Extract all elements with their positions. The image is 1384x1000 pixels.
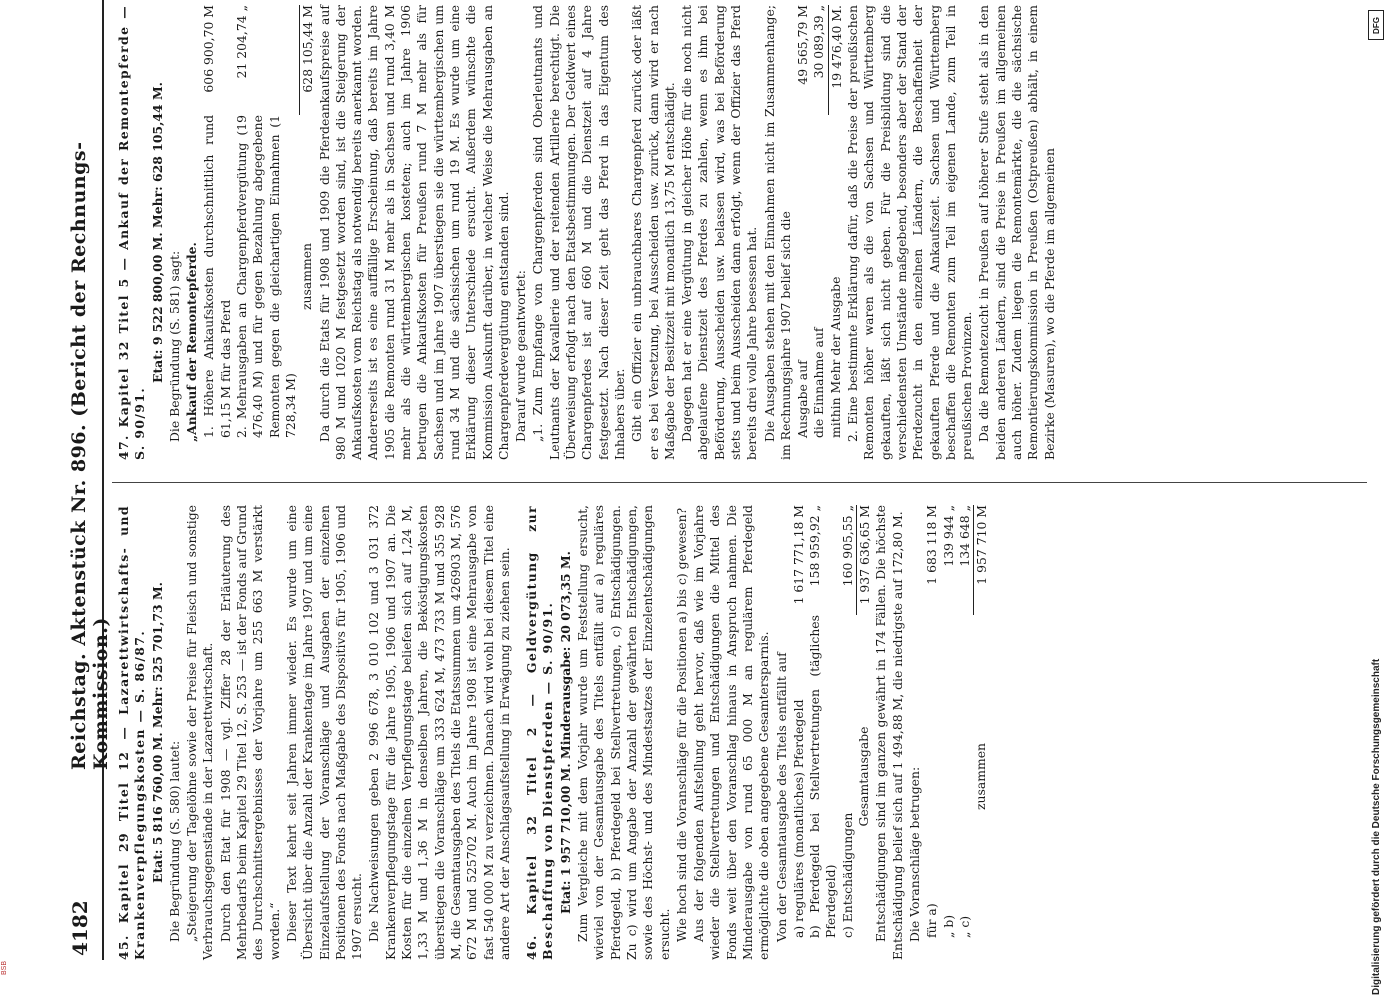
section-47-paragraph: Die Ausgaben stehen mit den Einnahmen nicht im Zusammenhange; im Rechnungsjahre 1907 belief sich die — [761, 5, 793, 460]
row-value: 21 204,74 „ — [234, 5, 250, 79]
row-label: die Einnahme auf — [811, 327, 827, 438]
section-47-paragraph: „1. Zum Empfange von Chargenpferden sind Oberleutnants und Leutnants der Kavallerie und der reitenden Artillerie berechtigt. Die Überweisung erfolgt nach den Etatsbestimmungen. Der Geldwert eines Chargenpferdes ist auf 660 M und die Dienstzeit auf 4 Jahre festgesetzt. Nach dieser Zeit geht das Pferd in das Eigentum des Inhabers über. — [530, 5, 627, 460]
dfg-logo — [1368, 10, 1384, 40]
row-label: Ausgabe auf — [795, 360, 811, 438]
right-column — [116, 5, 1059, 460]
section-45-paragraph: Die Nachweisungen geben 2 996 678, 3 010 102 und 3 031 372 Krankenverpflegungstage für die Jahre 1905, 1906 und 1907 an. Die Kosten für die einzelnen Verpflegungstage beliefen sich auf 1,24 M, 1,33 M und 1,36 M in denselben Jahren, die Beköstigungskosten überstiegen die Voranschläge um 333 624 M, 473 733 M und 355 928 M, die Gesamtausgaben des Titels die Etatssummen um 426903 M, 576 672 M und 525702 M. Auch im Jahre 1908 ist eine Mehrausgabe von fast 540 000 M zu verzeichnen. Danach wird wohl bei diesem Titel eine andere Art der Anschlagsaufstellung in Erwägung zu ziehen sein. — [366, 505, 512, 960]
row-label: b) Pferdegeld bei Stellvertretungen (tägliches Pferdegeld) — [807, 615, 839, 938]
row-label: 1. Höhere Ankaufskosten durchschnittlich rund 61,15 M für das Pferd — [201, 115, 233, 438]
table-row — [957, 505, 973, 960]
table-row — [941, 505, 957, 960]
section-45-heading: 45. Kapitel 29 Titel 12 — Lazarettwirtschafts- und Krankenverpflegungskosten — S. 86/87. — [116, 505, 148, 960]
total-label: zusammen — [973, 742, 989, 811]
table-row — [791, 505, 807, 960]
row-label: „ c) — [956, 915, 972, 938]
total-row — [973, 505, 990, 960]
row-value: 134 648 „ — [956, 505, 972, 567]
row-label: 2. Mehrausgaben an Chargenpferdvergütung (19 476,40 M) und für gegen Bezahlung abgegebene Remonten gegen die gleichartigen Einnahmen (1 728,34 M) — [234, 115, 298, 438]
section-46-paragraph: Von der Gesamtausgabe des Titels entfällt auf — [773, 652, 789, 942]
section-47-paragraph: 2. Eine bestimmte Erklärung dafür, daß die Preise der preußischen Remonten höher waren als die von Sachsen und Württemberg gekauften, läßt sich nicht geben. Für die Preisbildung sind die verschiedensten Umstände maßgebend, besonders aber der Stand der Pferdezucht in den einzelnen Ländern, die Beschaffenheit der gekauften Pferde und die Ankaufszeit. Sachsen und Württemberg beschaffen die Remonten zum Teil im eigenen Lande, zum Teil in preußischen Provinzen. — [845, 5, 975, 460]
section-46-heading: 46. Kapitel 32 Titel 2 — Geldvergütung zur Beschaffung von Dienstpferden — S. 90/91. — [524, 505, 556, 960]
section-46-paragraph: Entschädigungen sind im ganzen gewährt in 174 Fällen. Die höchste Entschädigung belief sich auf 1 494,88 M, die niedrigste auf 172,80 M. — [873, 505, 905, 960]
section-45-paragraph: „Steigerung der Tagelöhne sowie der Preise für Fleisch und sonstige Verbrauchsgegenstände in der Lazarettwirtschaft. — [184, 505, 216, 960]
row-value: 158 959,92 „ — [807, 505, 823, 587]
section-47-paragraph: Dagegen hat er eine Vergütung in gleicher Höhe für die noch nicht abgelaufene Dienstzeit des Pferdes zu zahlen, wenn es ihm bei Beförderung, Ausscheiden usw. belassen wird, was bei Beförderung stets und beim Ausscheiden dann erfolgt, wenn der Offizier das Pferd bereits drei volle Jahre besessen hat. — [679, 5, 760, 460]
table-row — [234, 5, 299, 460]
section-45-etat: Etat: 5 816 760,00 M. Mehr: 525 701,73 M. — [149, 582, 165, 883]
section-47-paragraph: Da die Remontezucht in Preußen auf höherer Stufe steht als in den beiden anderen Ländern, sind die Preise in Preußen im allgemeinen auch höher. Zudem liegen die Remontemärkte, die die sächsische Remontierungskommission in Preußen (Ostpreußen) abhält, in einem Bezirke (Masuren), wo die Pferde im allgemeinen — [976, 5, 1057, 460]
rotated-document-page — [62, 0, 1372, 960]
section-46-paragraph: Wie hoch sind die Voranschläge für die Positionen a) bis c) gewesen? — [673, 507, 689, 942]
total-value: 1 957 710 M — [973, 505, 990, 615]
total-label: mithin Mehr der Ausgabe — [827, 276, 843, 438]
page-header-title: Reichstag. Aktenstück Nr. 896. (Bericht der Rechnungs-Kommission.) — [68, 141, 112, 770]
section-47-paragraph: Darauf wurde geantwortet: — [513, 270, 529, 442]
table-row — [840, 505, 856, 960]
total-value: 1 937 636,65 M — [856, 505, 873, 615]
bsb-logo: BSB — [1, 960, 8, 975]
column-divider — [112, 482, 1367, 483]
section-45-paragraph: Dieser Text kehrt seit Jahren immer wieder. Es wurde um eine Übersicht über die Anzahl der Krankentage im Jahre 1907 und um eine Einzelaufstellung der Voranschläge und Ausgaben der einzelnen Positionen des Fonds nach Maßgabe des Dispositivs für 1905, 1906 und 1907 ersucht. — [283, 505, 365, 960]
total-value: 19 476,40 M. — [828, 5, 845, 115]
total-label: zusammen — [299, 242, 315, 311]
row-value: 1 683 118 M — [924, 505, 940, 585]
digitization-credit: Digitalisierung gefördert durch die Deutsche Forschungsgemeinschaft — [1371, 658, 1382, 995]
section-46-paragraph: Zum Vergleiche mit dem Vorjahr wurde um Feststellung ersucht, wieviel von der Gesamtausgabe des Titels entfällt auf a) reguläres Pferdegeld, b) Pferdegeld bei Stellvertretungen, c) Entschädigungen. Zu c) wird um Angabe der Anzahl der gewährten Entschädigungen, sowie des Höchst- und des Mindestsatzes der Einzelentschädigungen ersucht. — [575, 505, 672, 960]
section-47-paragraph: Gibt ein Offizier ein unbrauchbares Chargenpferd zurück oder läßt er es bei Versetzung, bei Ausscheiden usw. zurück, dann wird er nach Maßgabe der Besitzzeit mit monatlich 13,75 M entschädigt. — [629, 5, 677, 460]
section-47-paragraph: „Ankauf der Remontepferde. — [184, 242, 200, 442]
row-label: c) Entschädigungen — [839, 812, 855, 938]
table-row — [811, 5, 827, 460]
table-row — [795, 5, 811, 460]
section-47-heading: 47. Kapitel 32 Titel 5 — Ankauf der Remontepferde — S. 90/91. — [116, 5, 148, 460]
row-value: 1 617 771,18 M — [790, 505, 806, 605]
section-47-paragraph: Da durch die Etats für 1908 und 1909 die Pferdeankaufspreise auf 980 M und 1020 M festgesetzt worden sind, ist die Steigerung der Ankaufskosten vom Reichstag als notwendig bereits anerkannt worden. Andererseits ist es eine auffällige Erscheinung, daß bereits im Jahre 1905 die Remonten rund 31 M mehr als in Sachsen und rund 3,40 M mehr als die württembergischen kosteten; auch im Jahre 1906 betrugen die Ankaufskosten für Preußen rund 7 M mehr als für Sachsen und im Jahre 1907 überstiegen sie die württembergischen um rund 34 M und die sächsischen um rund 19 M. Es wurde um eine Erklärung dieser Unterschiede ersucht. Außerdem wünschte die Kommission Auskunft darüber, in welcher Weise die Mehrausgaben an Chargenpferdevergütung entstanden sind. — [316, 5, 511, 460]
row-label: für a) — [924, 903, 940, 938]
table-row — [807, 505, 840, 960]
table-row — [924, 505, 940, 960]
row-value: 139 944 „ — [940, 505, 956, 567]
row-value: 49 565,79 M — [795, 5, 811, 85]
section-46-etat: Etat: 1 957 710,00 M. Minderausgabe: 20 073,35 M. — [557, 551, 573, 914]
table-row — [201, 5, 234, 460]
total-value: 628 105,44 M — [299, 5, 316, 115]
total-row — [828, 5, 845, 460]
section-47-paragraph: Die Begründung (S. 581) sagt: — [166, 250, 182, 442]
row-label: „ b) — [940, 914, 956, 938]
total-row — [299, 5, 316, 460]
page-number: 4182 — [68, 900, 92, 956]
total-label: Gesamtausgabe — [856, 726, 872, 827]
left-column — [116, 505, 990, 960]
total-row — [856, 505, 873, 960]
section-46-paragraph: Die Voranschläge betrugen: — [906, 766, 922, 942]
row-value: 30 089,39 „ — [811, 5, 827, 79]
row-label: a) reguläres (monatliches) Pferdegeld — [790, 699, 806, 938]
dfg-logo-text: DFG — [1371, 16, 1381, 34]
section-45-paragraph: Durch den Etat für 1908 — vgl. Ziffer 28 der Erläuterung des Mehrbedarfs beim Kapitel 29 Titel 12, S. 253 — ist der Fonds auf Grund des Durchschnittsergebnisses der Vorjahre um 255 663 M verstärkt worden.“ — [217, 505, 282, 960]
section-47-etat: Etat: 9 522 800,00 M. Mehr: 628 105,44 M. — [149, 82, 165, 383]
row-value: 160 905,55 „ — [839, 505, 855, 587]
page-header — [62, 0, 112, 960]
row-value: 606 900,70 M — [201, 5, 217, 93]
section-45-paragraph: Die Begründung (S. 580) lautet: — [166, 740, 182, 942]
section-46-paragraph: Aus der folgenden Aufstellung geht hervor, daß wie im Vorjahre wieder die Stellvertretungen und Entschädigungen die Mittel des Fonds weit über den Voranschlag hinaus in Anspruch nahmen. Die Minderausgabe von rund 65 000 M an regulärem Pferdegeld ermöglichte die oben angegebene Gesamtersparnis. — [691, 505, 772, 960]
